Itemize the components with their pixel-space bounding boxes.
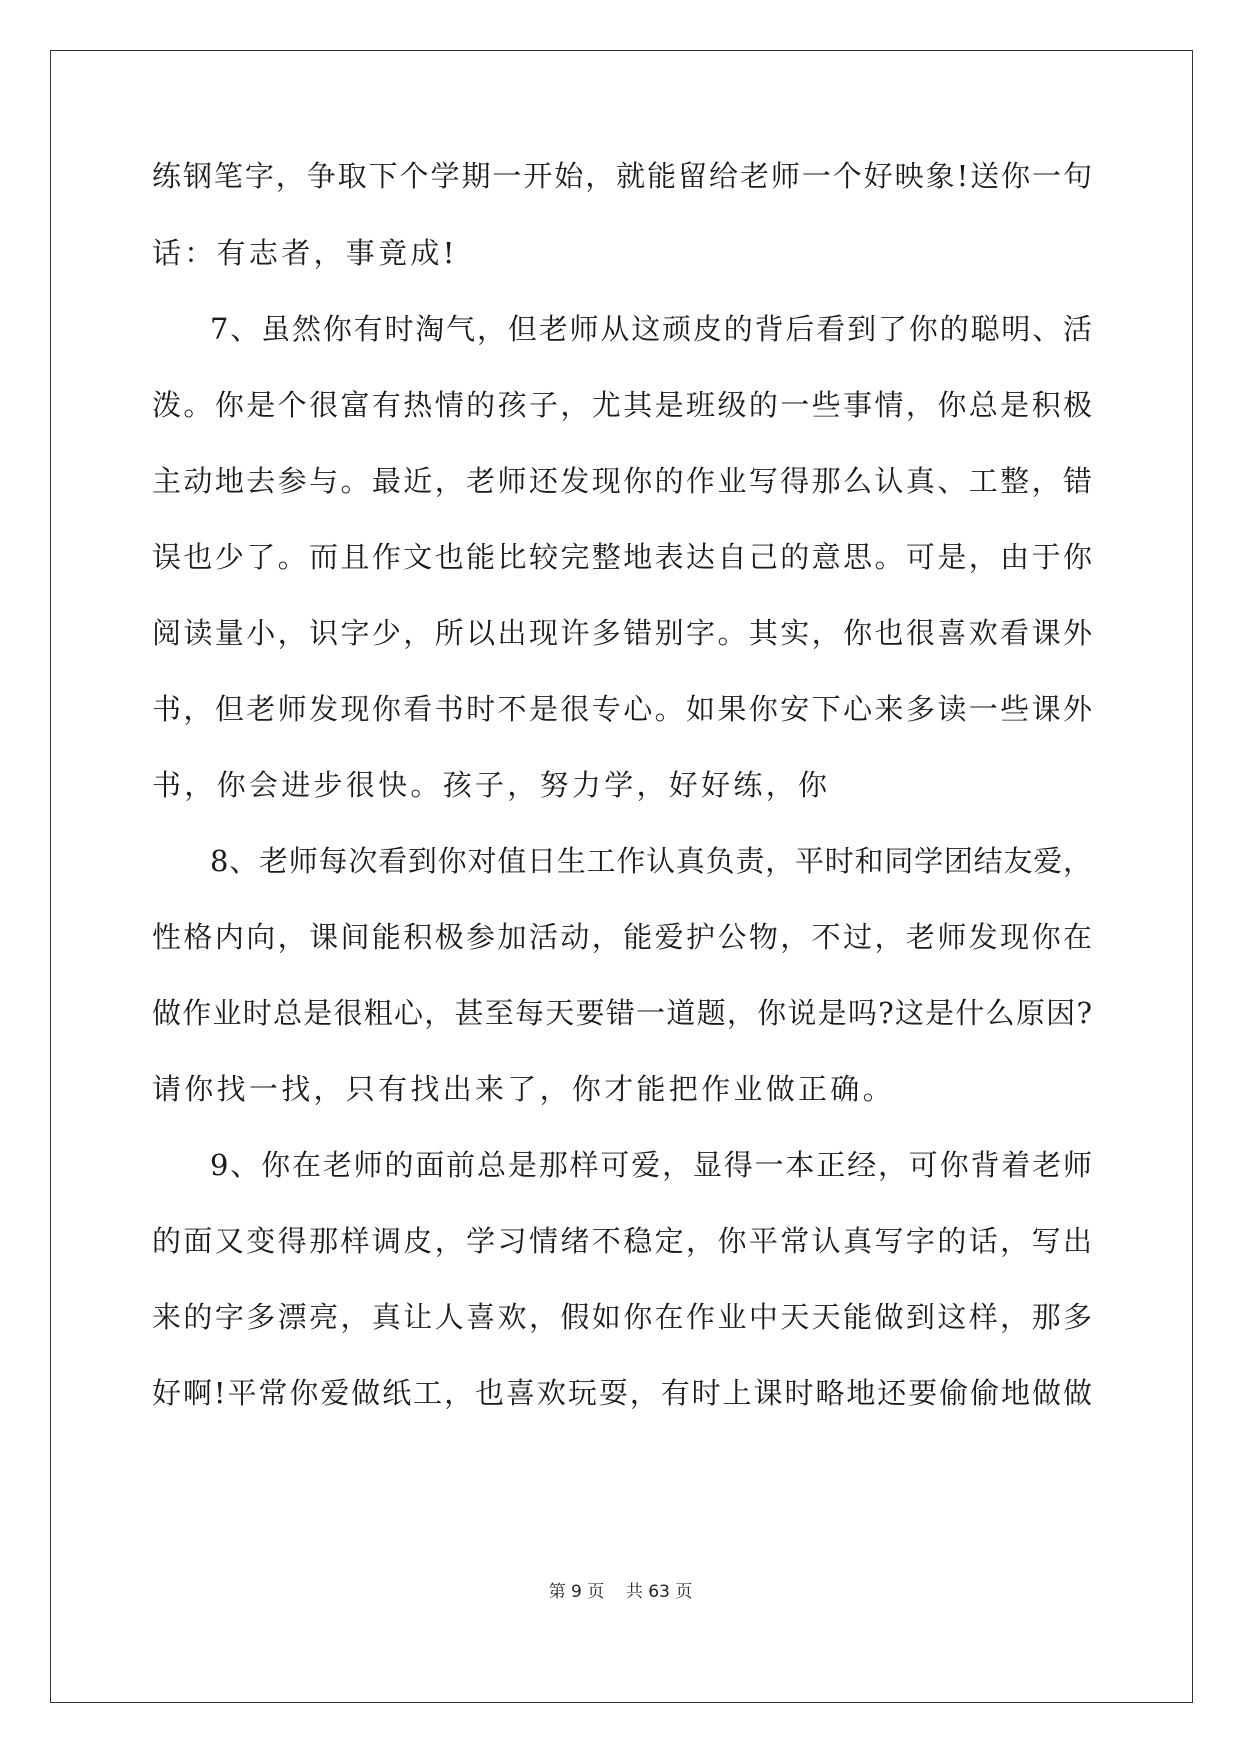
page-number: 第 9 页 <box>548 1582 605 1602</box>
text-line: 性格内向，课间能积极参加活动，能爱护公物，不过，老师发现你在 <box>152 920 1092 954</box>
text-line: 的面又变得那样调皮，学习情绪不稳定，你平常认真写字的话，写出 <box>152 1224 1092 1258</box>
text-line: 来的字多漂亮，真让人喜欢，假如你在作业中天天能做到这样，那多 <box>152 1300 1092 1334</box>
text-line: 书，但老师发现你看书时不是很专心。如果你安下心来多读一些课外 <box>152 692 1092 726</box>
text-line: 主动地去参与。最近，老师还发现你的作业写得那么认真、工整，错 <box>152 464 1092 498</box>
text-line: 泼。你是个很富有热情的孩子，尤其是班级的一些事情，你总是积极 <box>152 388 1092 422</box>
text-line: 阅读量小，识字少，所以出现许多错别字。其实，你也很喜欢看课外 <box>152 616 1092 650</box>
text-line: 练钢笔字，争取下个学期一开始，就能留给老师一个好映象!送你一句 <box>152 159 1092 193</box>
page-total: 共 63 页 <box>625 1582 693 1602</box>
text-line: 书，你会进步很快。孩子，努力学，好好练，你 <box>152 768 831 802</box>
text-line: 好啊!平常你爱做纸工，也喜欢玩耍，有时上课时略地还要偷偷地做做 <box>152 1376 1092 1410</box>
paragraph-7-start: 7、虽然你有时淘气，但老师从这顽皮的背后看到了你的聪明、活 <box>210 312 1092 346</box>
text-line: 请你找一找，只有找出来了，你才能把作业做正确。 <box>152 1072 895 1106</box>
page-footer <box>0 1580 1241 1604</box>
paragraph-8-start: 8、老师每次看到你对值日生工作认真负责，平时和同学团结友爱， <box>210 844 1092 878</box>
text-line: 做作业时总是很粗心，甚至每天要错一道题，你说是吗?这是什么原因? <box>152 996 1092 1030</box>
paragraph-9-start: 9、你在老师的面前总是那样可爱，显得一本正经，可你背着老师 <box>210 1148 1092 1182</box>
text-line: 误也少了。而且作文也能比较完整地表达自己的意思。可是，由于你 <box>152 540 1092 574</box>
text-line: 话：有志者，事竟成! <box>152 236 458 270</box>
